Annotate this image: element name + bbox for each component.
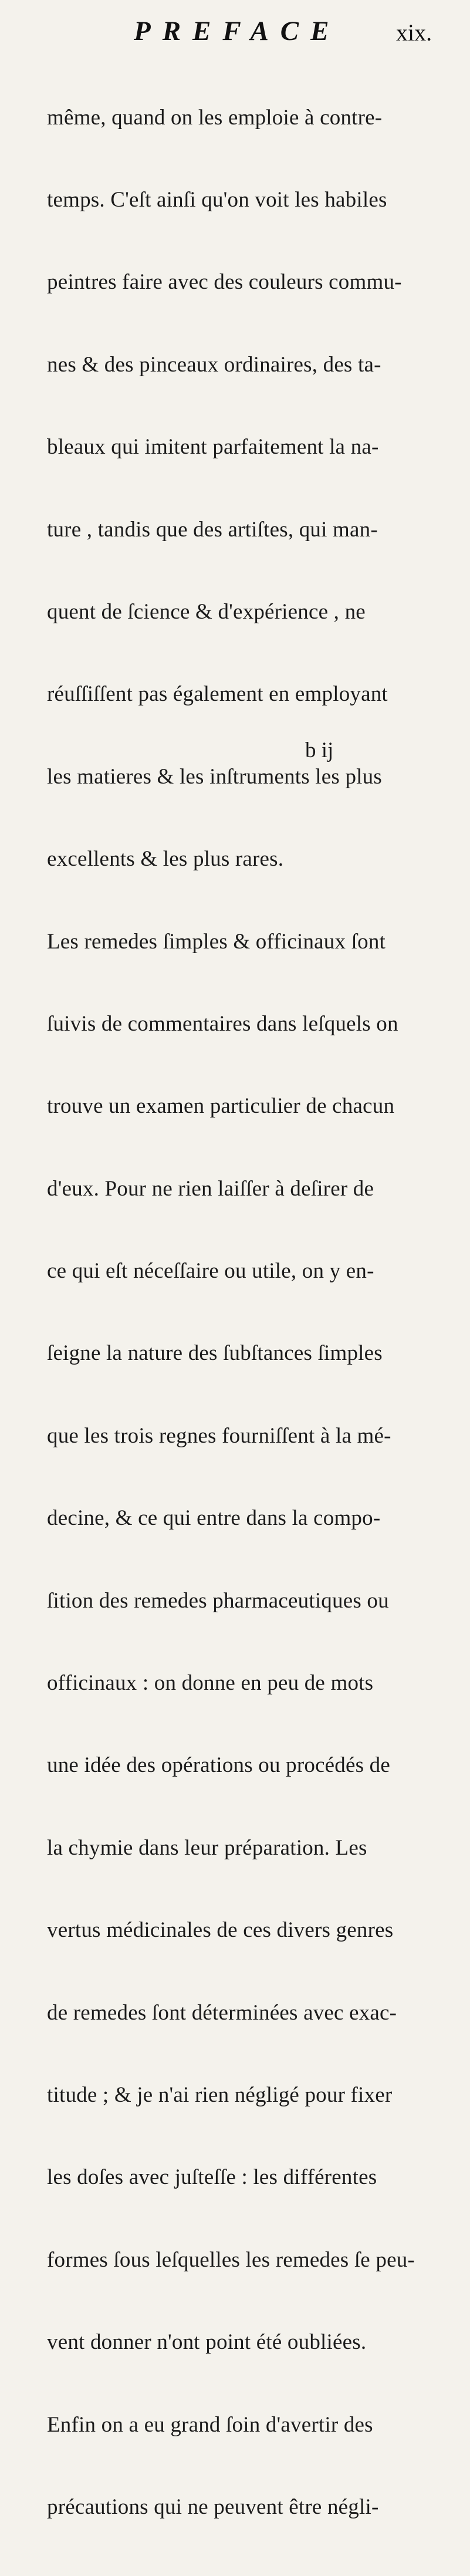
text-line: formes ſous leſquelles les remedes ſe peu- bbox=[47, 2247, 415, 2272]
text-line: ſeigne la nature des ſubſtances ſimples bbox=[47, 1341, 383, 1366]
text-line: nes & des pinceaux ordinaires, des ta- bbox=[47, 352, 381, 377]
text-line: ce qui eſt néceſſaire ou utile, on y en- bbox=[47, 1259, 374, 1284]
text-line: d'eux. Pour ne rien laiſſer à deſirer de bbox=[47, 1176, 374, 1201]
text-line: titude ; & je n'ai rien négligé pour fixer bbox=[47, 2082, 393, 2107]
text-line: bleaux qui imitent parfaitement la na- bbox=[47, 435, 379, 460]
signature-mark: b ij bbox=[305, 738, 334, 762]
text-line: ture , tandis que des artiſtes, qui man- bbox=[47, 517, 378, 542]
text-line: les doſes avec juſteſſe : les différentes bbox=[47, 2165, 377, 2190]
main-text bbox=[47, 49, 446, 2576]
text-line: ſuivis de commentaires dans leſquels on bbox=[47, 1011, 398, 1036]
text-line: vertus médicinales de ces divers genres bbox=[47, 1918, 394, 1943]
text-line: peintres faire avec des couleurs commu- bbox=[47, 270, 402, 295]
text-line: précautions qui ne peuvent être négli- bbox=[47, 2494, 379, 2519]
text-line: quent de ſcience & d'expérience , ne bbox=[47, 599, 366, 624]
text-line: réuſſiſſent pas également en employant bbox=[47, 682, 388, 707]
text-line: Enfin on a eu grand ſoin d'avertir des bbox=[47, 2412, 373, 2437]
text-line: decine, & ce qui entre dans la compo- bbox=[47, 1506, 381, 1531]
text-line: temps. C'eſt ainſi qu'on voit les habiles bbox=[47, 187, 387, 212]
text-line: la chymie dans leur préparation. Les bbox=[47, 1835, 367, 1860]
page-number: xix. bbox=[396, 19, 432, 46]
text-line: Les remedes ſimples & officinaux ſont bbox=[47, 929, 386, 954]
text-line: vent donner n'ont point été oubliées. bbox=[47, 2330, 367, 2355]
text-line: même, quand on les emploie à contre- bbox=[47, 105, 383, 130]
text-line: de remedes ſont déterminées avec exac- bbox=[47, 2000, 397, 2025]
text-line: officinaux : on donne en peu de mots bbox=[47, 1671, 374, 1696]
text-line: une idée des opérations ou procédés de bbox=[47, 1753, 391, 1778]
text-line: que les trois regnes fourniſſent à la mé- bbox=[47, 1423, 391, 1448]
text-line: ſition des remedes pharmaceutiques ou bbox=[47, 1588, 389, 1613]
text-line: trouve un examen particulier de chacun bbox=[47, 1094, 395, 1119]
text-line: les matieres & les inſtruments les plus bbox=[47, 764, 382, 789]
running-title: PREFACE bbox=[134, 16, 341, 46]
text-line: excellents & les plus rares. bbox=[47, 847, 284, 872]
